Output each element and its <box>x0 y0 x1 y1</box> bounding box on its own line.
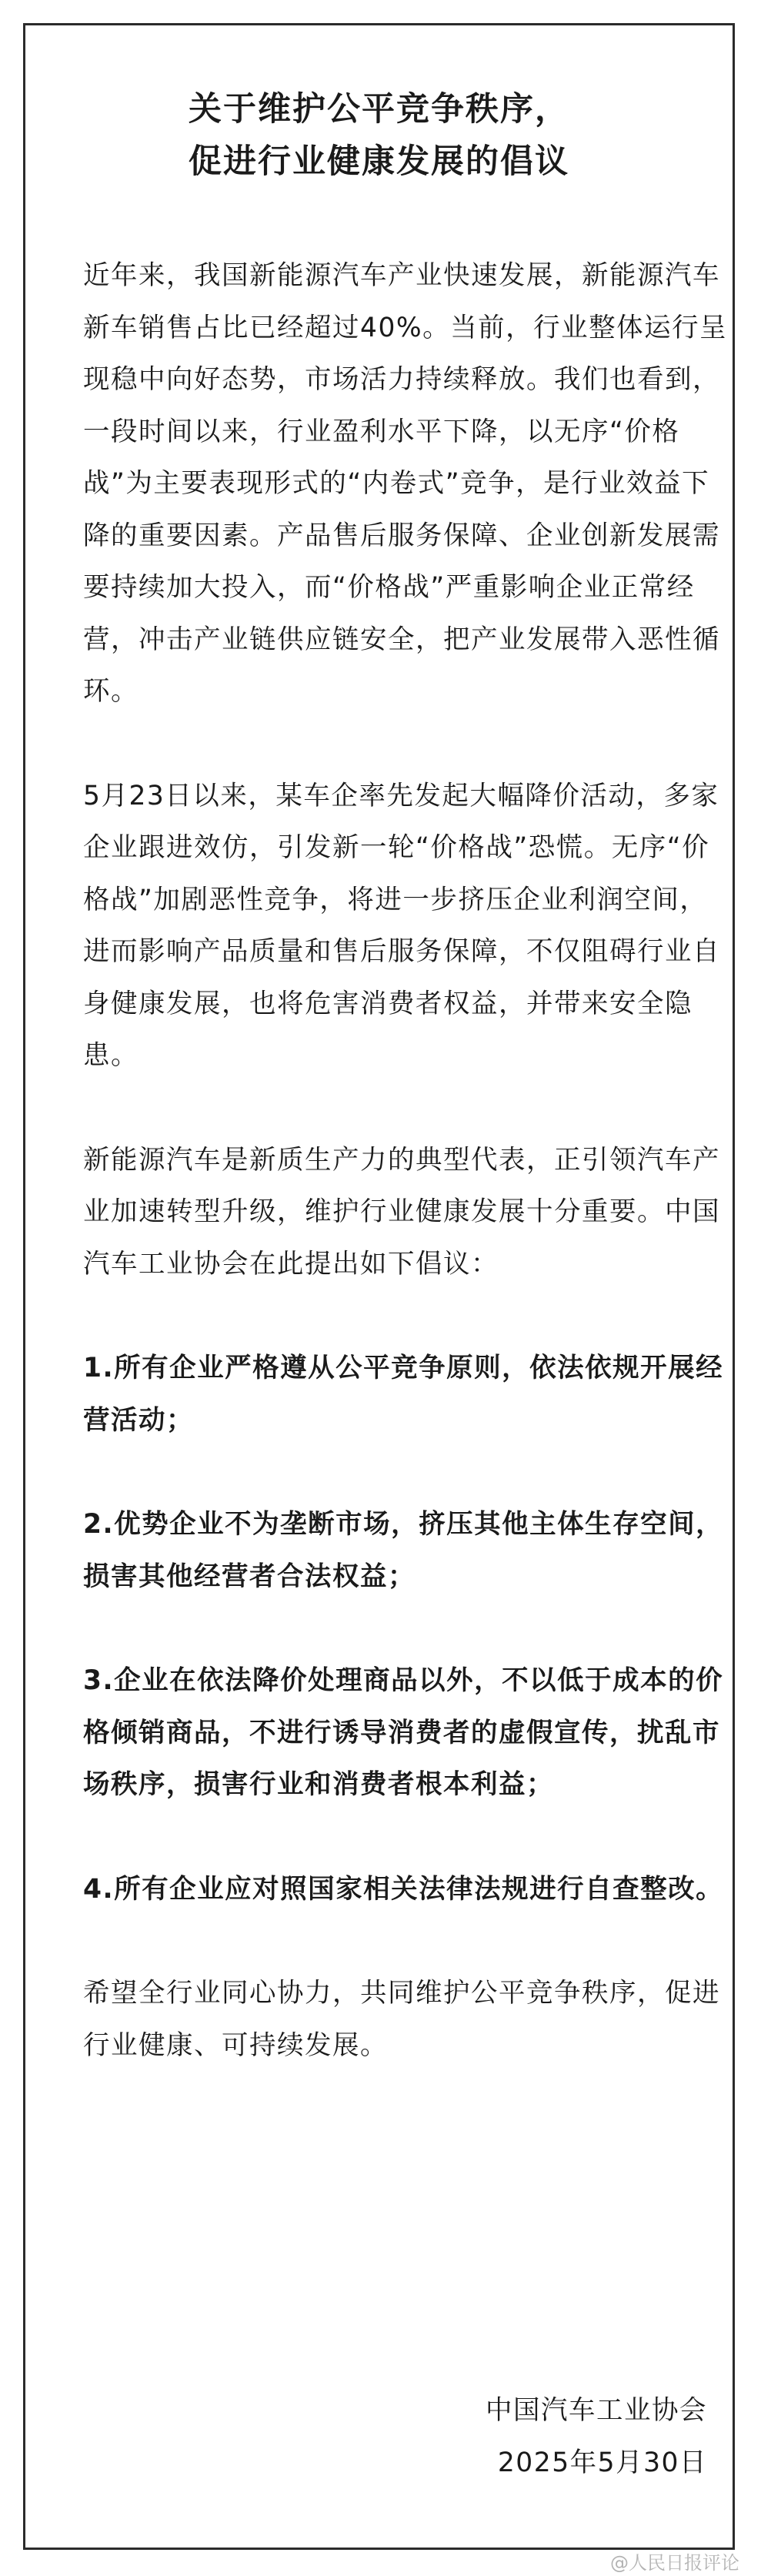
document-title <box>25 83 733 188</box>
signature-block <box>486 2385 707 2489</box>
proposal-item-2: 2.优势企业不为垄断市场，挤压其他主体生存空间，损害其他经营者合法权益； <box>83 1509 724 1592</box>
paragraph-proposal-intro: 新能源汽车是新质生产力的典型代表，正引领汽车产业加速转型升级，维护行业健康发展十分重要。中国汽车工业协会在此提出如下倡议： <box>83 1144 720 1280</box>
title-line-1: 关于维护公平竞争秩序， <box>189 90 569 129</box>
paragraph-closing: 希望全行业同心协力，共同维护公平竞争秩序，促进行业健康、可持续发展。 <box>83 1978 720 2061</box>
signature-organization: 中国汽车工业协会 <box>486 2395 707 2426</box>
document-body <box>83 250 733 2124</box>
proposal-item-1: 1.所有企业严格遵从公平竞争原则，依法依规开展经营活动； <box>83 1353 724 1436</box>
paragraph-intro: 近年来，我国新能源汽车产业快速发展，新能源汽车新车销售占比已经超过40%。当前，行业整体运行呈现稳中向好态势，市场活力持续释放。我们也看到，一段时间以来，行业盈利水平下降，以无序“价格战”为主要表现形式的“内卷式”竞争，是行业效益下降的重要因素。产品售后服务保障、企业创新发展需要持续加大投入，而“价格战”严重影响企业正常经营，冲击产业链供应链安全，把产业发展带入恶性循环。 <box>83 260 728 707</box>
paragraph-price-war: 5月23日以来，某车企率先发起大幅降价活动，多家企业跟进效仿，引发新一轮“价格战”恐慌。无序“价格战”加剧恶性竞争，将进一步挤压企业利润空间，进而影响产品质量和售后服务保障，不仅阻碍行业自身健康发展，也将危害消费者权益，并带来安全隐患。 <box>83 780 720 1071</box>
proposal-item-3: 3.企业在依法降价处理商品以外，不以低于成本的价格倾销商品，不进行诱导消费者的虚假宣传，扰乱市场秩序，损害行业和消费者根本利益； <box>83 1665 724 1800</box>
proposal-item-4: 4.所有企业应对照国家相关法律法规进行自查整改。 <box>83 1873 724 1905</box>
title-line-2: 促进行业健康发展的倡议 <box>189 142 569 181</box>
watermark: @人民日报评论 <box>610 2552 739 2574</box>
document-frame <box>23 23 735 2550</box>
signature-date: 2025年5月30日 <box>497 2447 707 2478</box>
